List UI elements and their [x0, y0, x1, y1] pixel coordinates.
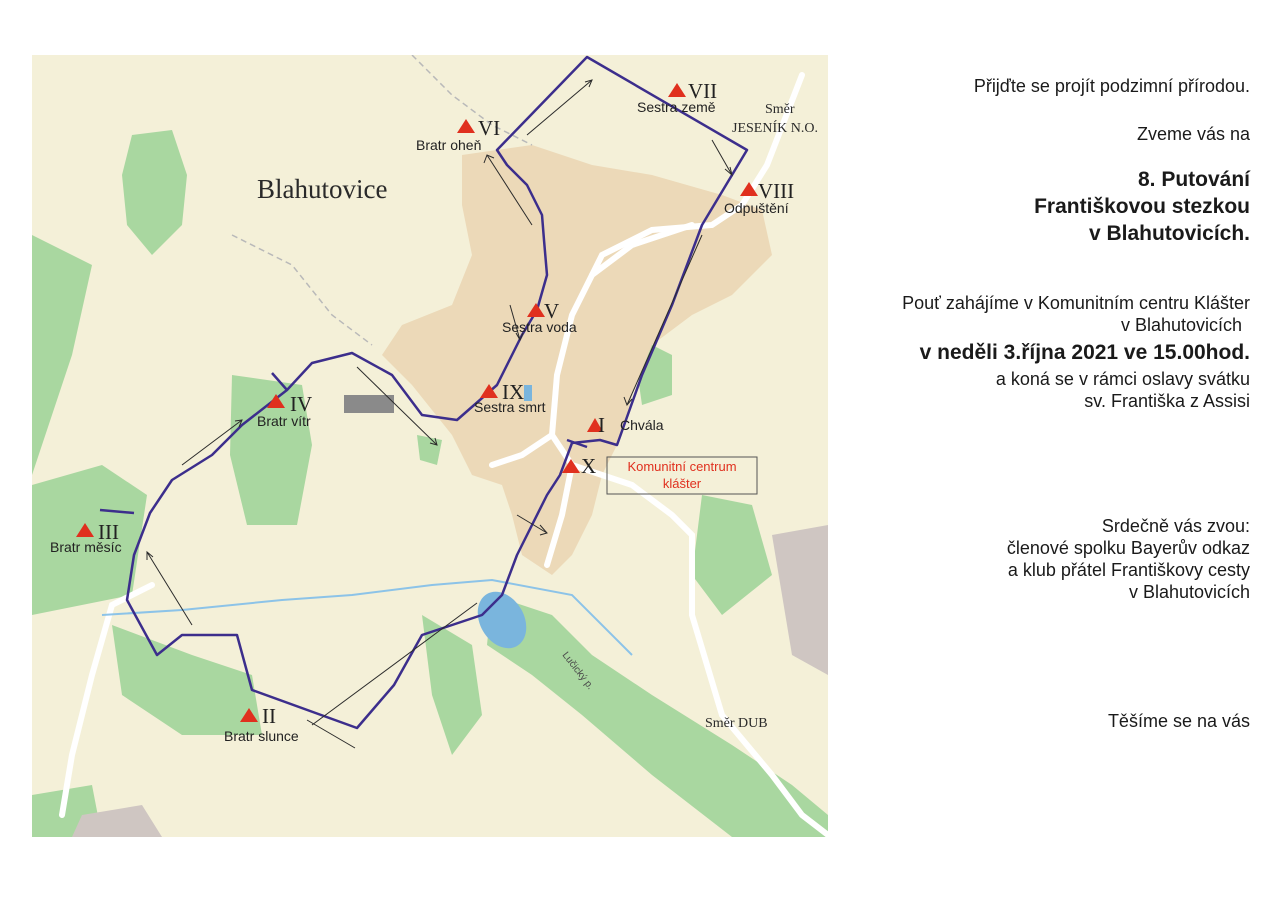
event-title: [1034, 166, 1250, 247]
station-label: Bratr oheň: [416, 137, 482, 153]
station-numeral: IX: [502, 380, 525, 404]
hosts-line-3: a klub přátel Františkovy cesty: [1007, 560, 1250, 580]
station-numeral: VIII: [758, 179, 795, 203]
station-label: Bratr slunce: [224, 728, 299, 744]
station-numeral: II: [262, 704, 276, 728]
trail-map: [32, 55, 828, 837]
station-label: Sestra voda: [502, 319, 577, 335]
station-numeral: X: [581, 454, 597, 478]
station-numeral: V: [544, 299, 560, 323]
station-label: Sestra smrt: [474, 399, 546, 415]
direction-dub: Směr DUB: [705, 716, 768, 731]
industrial-building: [344, 395, 394, 413]
event-occasion-line-2: sv. Františka z Assisi: [1084, 391, 1250, 411]
hosts-line-2: členové spolku Bayerův odkaz: [1006, 538, 1250, 558]
station-label: Bratr měsíc: [50, 539, 122, 555]
station-numeral: VI: [478, 116, 501, 140]
closing-text: Těšíme se na vás: [1107, 711, 1250, 731]
event-title-line-3: v Blahutovicích.: [1088, 222, 1250, 245]
station-numeral: VII: [688, 79, 718, 103]
direction-jesenik-line-2: JESENÍK N.O.: [732, 121, 818, 136]
hosts-line-1: Srdečně vás zvou:: [1101, 516, 1250, 536]
station-numeral: I: [598, 413, 605, 437]
stream-label: Lučický p.: [559, 650, 596, 692]
event-date: v neděli 3.října 2021 ve 15.00hod.: [919, 341, 1250, 364]
station-label: Sestra země: [637, 99, 716, 115]
station-label: Chvála: [620, 417, 664, 433]
direction-jesenik-line-1: Směr: [765, 102, 795, 117]
invite-text: Přijďte se projít podzimní přírodou.: [973, 76, 1250, 96]
start-location-line-1: Pouť zahájíme v Komunitním centru Klášter: [902, 293, 1250, 313]
event-occasion: [996, 368, 1250, 412]
station-numeral: III: [98, 520, 119, 544]
station-numeral: IV: [290, 392, 313, 416]
invite-subtext: Zveme vás na: [1136, 124, 1250, 144]
station-label: Bratr vítr: [257, 413, 311, 429]
hosts: [1007, 515, 1250, 603]
event-title-line-1: 8. Putování: [1137, 168, 1250, 191]
event-occasion-line-1: a koná se v rámci oslavy svátku: [995, 369, 1250, 389]
community-centre-line-1: Komunitní centrum: [627, 459, 737, 474]
community-centre-line-2: klášter: [662, 476, 702, 491]
hosts-line-4: v Blahutovicích: [1128, 582, 1250, 602]
event-title-line-2: Františkovou stezkou: [1034, 195, 1250, 218]
start-location: [902, 292, 1250, 336]
station-label: Odpuštění: [724, 200, 789, 216]
village-name: Blahutovice: [257, 174, 388, 204]
start-location-line-2: v Blahutovicích: [1120, 315, 1242, 335]
